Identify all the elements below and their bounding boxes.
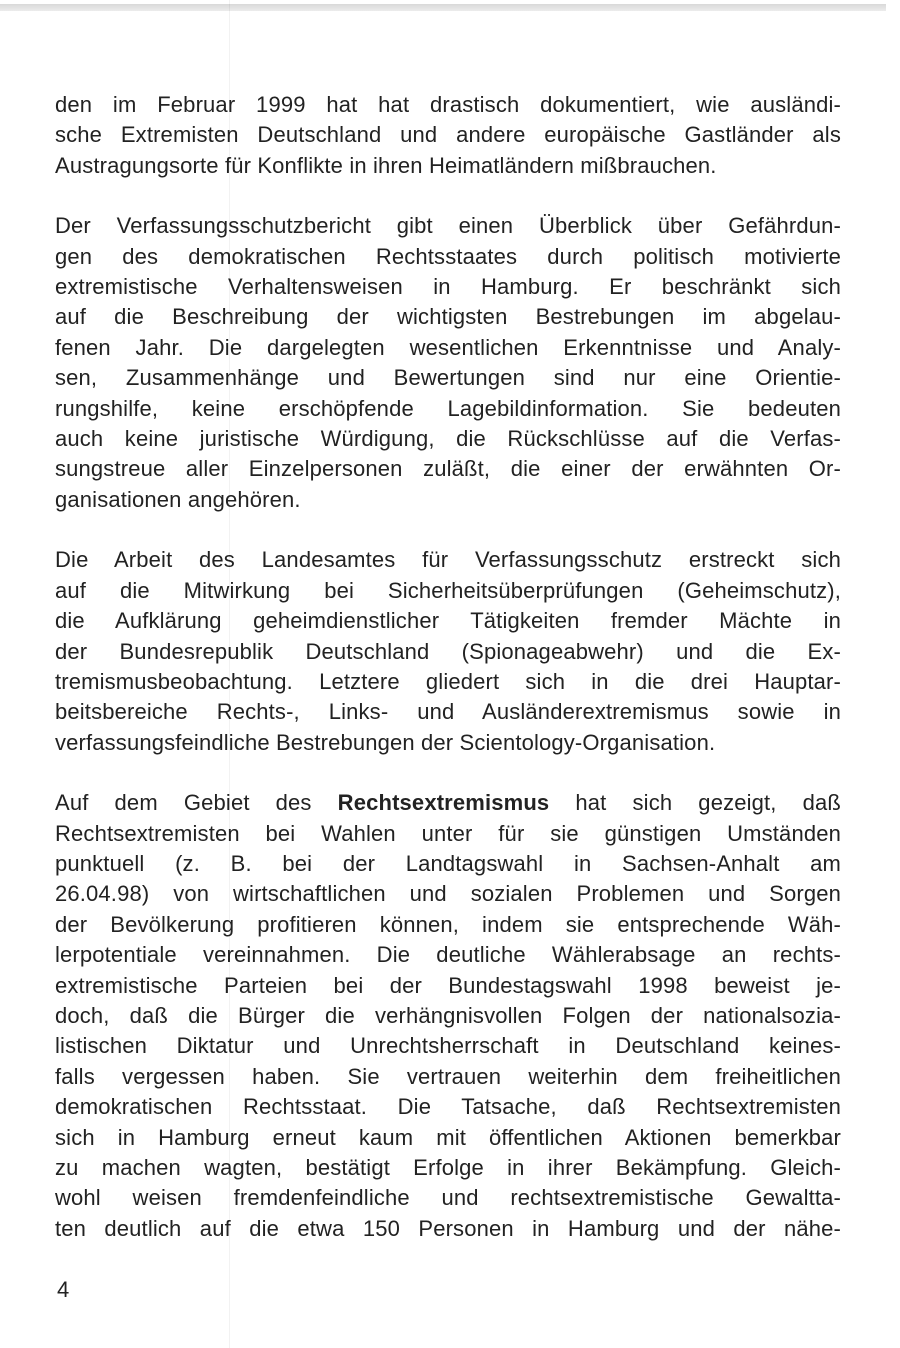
text-line: sche Extremisten Deutschland und andere europäische Gastländer als	[55, 122, 841, 148]
text-line: sen, Zusammenhänge und Bewertungen sind nur eine Orientie-	[55, 365, 841, 391]
paragraph-4	[55, 788, 841, 1244]
text-line: Der Verfassungsschutzbericht gibt einen Überblick über Gefährdun-	[55, 213, 841, 239]
page-number: 4	[57, 1277, 70, 1302]
text-line: der Bundesrepublik Deutschland (Spionageabwehr) und die Ex-	[55, 638, 841, 664]
text-line: beitsbereiche Rechts-, Links- und Ausländerextremismus sowie in	[55, 699, 841, 725]
text-line: der Bevölkerung profitieren können, indem sie entsprechende Wäh-	[55, 911, 841, 937]
text-line: die Aufklärung geheimdienstlicher Tätigkeiten fremder Mächte in	[55, 608, 841, 634]
text-line: doch, daß die Bürger die verhängnisvollen Folgen der nationalsozia-	[55, 1002, 841, 1028]
text-line: wohl weisen fremdenfeindliche und rechtsextremistische Gewaltta-	[55, 1185, 841, 1211]
text-line: verfassungsfeindliche Bestrebungen der Scientology-Organisation.	[55, 729, 716, 755]
text-line: ten deutlich auf die etwa 150 Personen in Hamburg und der nähe-	[55, 1215, 841, 1241]
paragraph-1	[55, 90, 841, 181]
text-line: Austragungsorte für Konflikte in ihren Heimatländern mißbrauchen.	[55, 152, 717, 178]
text-line: 26.04.98) von wirtschaftlichen und sozialen Problemen und Sorgen	[55, 881, 841, 907]
text-line: Rechtsextremisten bei Wahlen unter für sie günstigen Umständen	[55, 820, 841, 846]
text-line: rungshilfe, keine erschöpfende Lagebildinformation. Sie bedeuten	[55, 395, 841, 421]
text-line: tremismusbeobachtung. Letztere gliedert sich in die drei Hauptar-	[55, 668, 841, 694]
text-line-with-bold	[55, 788, 841, 818]
text-line: fenen Jahr. Die dargelegten wesentlichen Erkenntnisse und Analy-	[55, 334, 841, 360]
text-line: lerpotentiale vereinnahmen. Die deutliche Wählerabsage an rechts-	[55, 942, 841, 968]
text-run: hat sich gezeigt, daß	[549, 790, 841, 816]
text-line: ganisationen angehören.	[55, 486, 301, 512]
paragraph-3	[55, 545, 841, 758]
text-line: punktuell (z. B. bei der Landtagswahl in Sachsen-Anhalt am	[55, 850, 841, 876]
paragraph-2	[55, 211, 841, 515]
text-line: sich in Hamburg erneut kaum mit öffentlichen Aktionen bemerkbar	[55, 1124, 841, 1150]
text-line: extremistische Parteien bei der Bundestagswahl 1998 beweist je-	[55, 972, 841, 998]
bold-term-rechtsextremismus: Rechtsextremismus	[337, 790, 550, 816]
text-run: Auf dem Gebiet des	[55, 790, 338, 816]
text-line: zu machen wagten, bestätigt Erfolge in ihrer Bekämpfung. Gleich-	[55, 1155, 841, 1180]
text-line: extremistische Verhaltensweisen in Hamburg. Er beschränkt sich	[55, 274, 841, 300]
text-line: auch keine juristische Würdigung, die Rückschlüsse auf die Verfas-	[55, 426, 841, 452]
text-line: Die Arbeit des Landesamtes für Verfassungsschutz erstreckt sich	[55, 547, 841, 573]
text-line: auf die Beschreibung der wichtigsten Bestrebungen im abgelau-	[55, 304, 841, 330]
text-line: sungstreue aller Einzelpersonen zuläßt, die einer der erwähnten Or-	[55, 456, 841, 482]
top-page-edge	[0, 4, 886, 11]
text-line: demokratischen Rechtsstaat. Die Tatsache, daß Rechtsextremisten	[55, 1094, 841, 1120]
text-line: den im Februar 1999 hat hat drastisch dokumentiert, wie ausländi-	[55, 92, 841, 117]
text-line: falls vergessen haben. Sie vertrauen weiterhin dem freiheitlichen	[55, 1063, 841, 1089]
document-body	[55, 90, 841, 1244]
text-line: listischen Diktatur und Unrechtsherrschaft in Deutschland keines-	[55, 1033, 841, 1059]
text-line: gen des demokratischen Rechtsstaates durch politisch motivierte	[55, 243, 841, 269]
text-line: auf die Mitwirkung bei Sicherheitsüberprüfungen (Geheimschutz),	[55, 577, 841, 603]
